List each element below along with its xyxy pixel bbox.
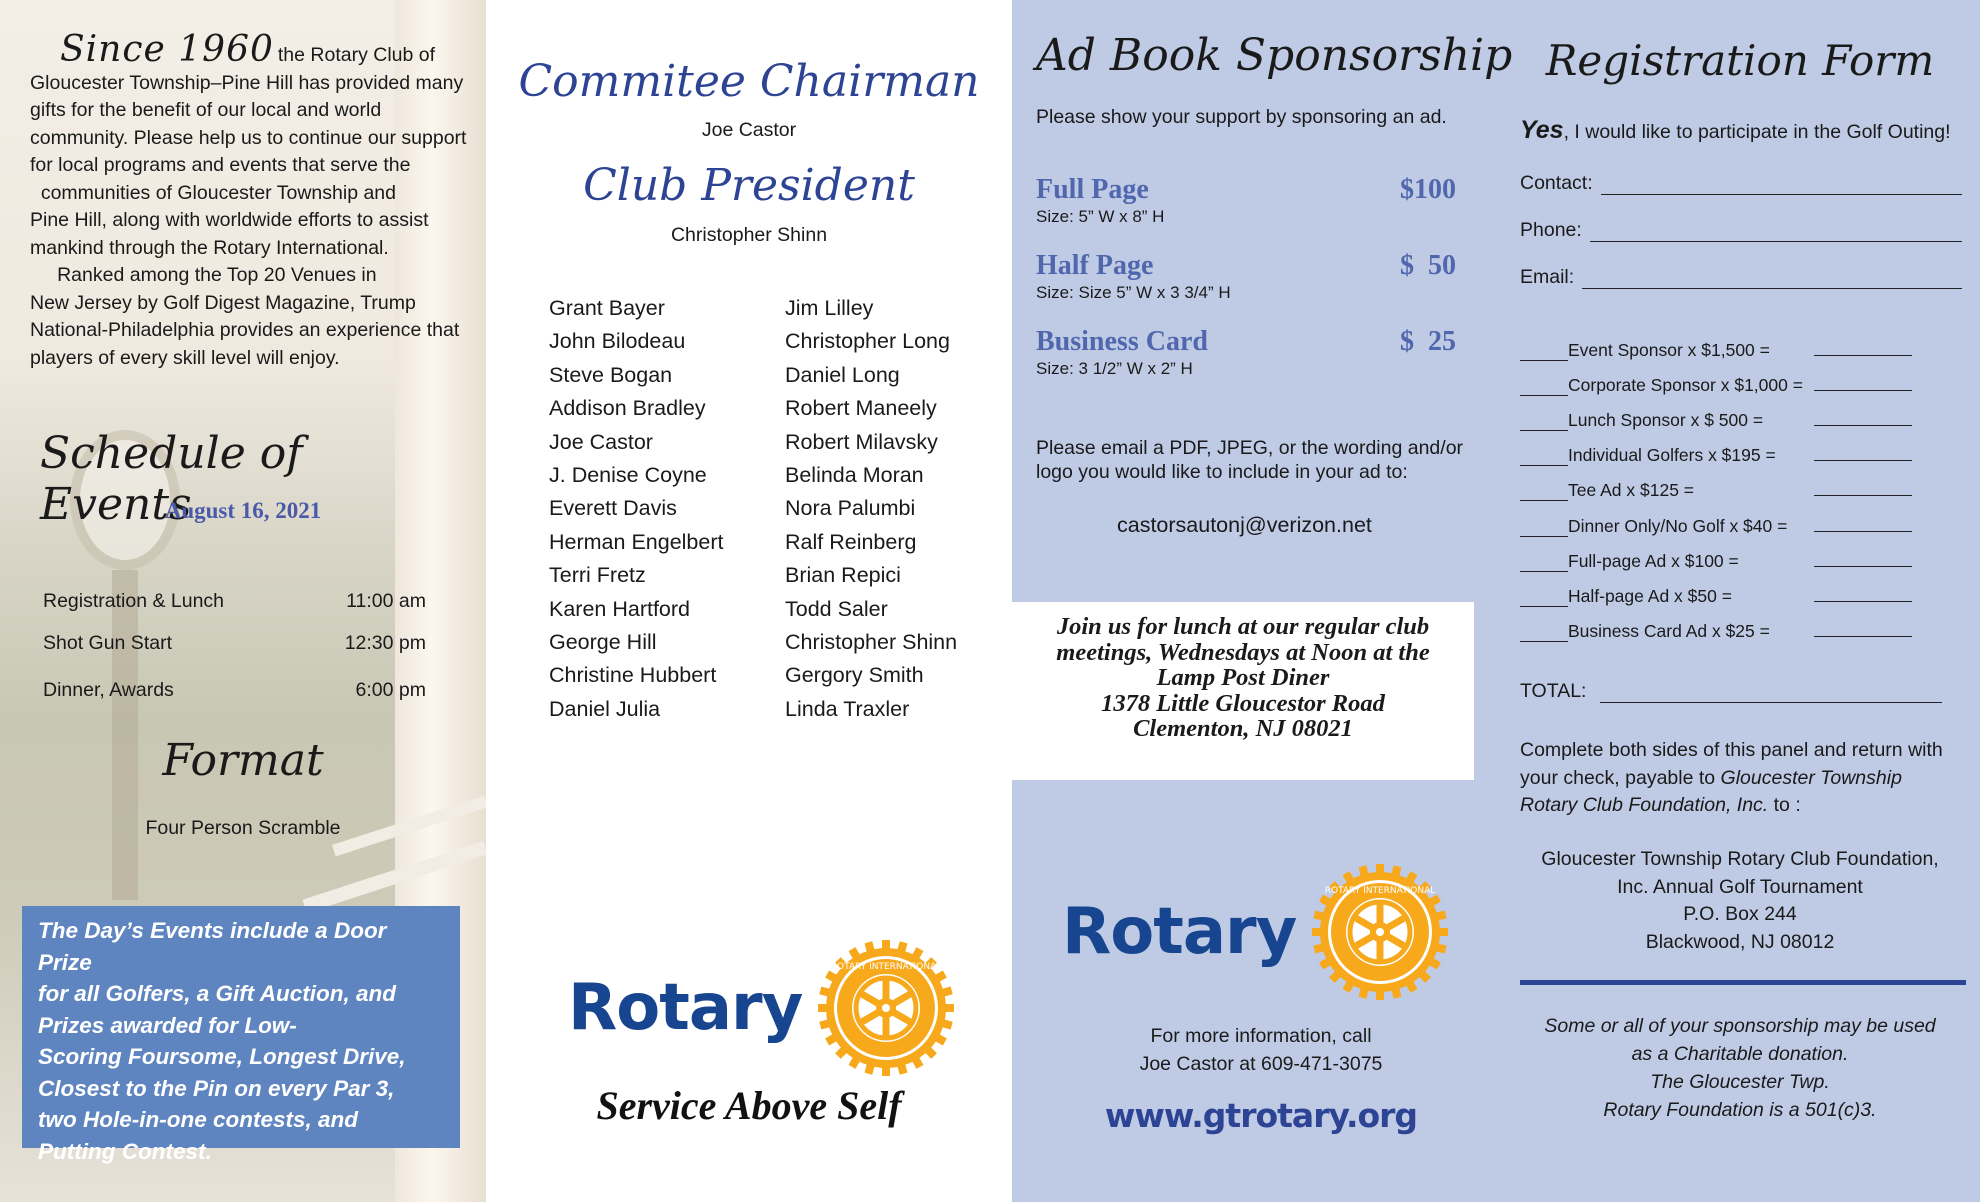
- registration-line[interactable]: [1520, 410, 1920, 431]
- rotary-wordmark: Rotary: [568, 971, 803, 1045]
- rotary-wheel-icon: [816, 938, 956, 1078]
- line-label: Full-page Ad x $100 =: [1568, 551, 1739, 571]
- registration-title: Registration Form: [1545, 36, 1935, 85]
- address-line: Gloucester Township Rotary Club Foundation,: [1541, 848, 1939, 870]
- intro-line: Pine Hill, along with worldwide efforts to assist: [30, 209, 429, 231]
- intro-line: New Jersey by Golf Digest Magazine, Trump: [30, 291, 416, 314]
- quantity-blank[interactable]: [1520, 591, 1568, 607]
- line-label: Half-page Ad x $50 =: [1568, 586, 1732, 606]
- intro-line: Ranked among the Top 20 Venues in: [30, 264, 377, 286]
- member-name: Christine Hubbert: [549, 663, 717, 688]
- member-name: Robert Maneely: [785, 396, 937, 421]
- phone-field[interactable]: [1520, 219, 1962, 242]
- field-line[interactable]: [1601, 177, 1962, 195]
- format-title: Format: [162, 735, 324, 786]
- ad-price: $100: [1400, 174, 1456, 205]
- president-name: Christopher Shinn: [670, 224, 828, 246]
- address-line: Inc. Annual Golf Tournament: [1617, 875, 1863, 898]
- schedule-title: Schedule of Events: [40, 428, 303, 530]
- intro-panel: [0, 0, 486, 1202]
- charitable-line: Some or all of your sponsorship may be used: [1544, 1015, 1936, 1037]
- charitable-note: [1520, 1012, 1960, 1124]
- member-name: Todd Saler: [785, 596, 888, 621]
- address-line: P.O. Box 244: [1683, 903, 1797, 925]
- member-name: Everett Davis: [549, 496, 677, 521]
- events-line: Closest to the Pin on every Par 3,: [38, 1075, 395, 1101]
- events-line: Scoring Foursome, Longest Drive,: [38, 1044, 406, 1069]
- registration-line[interactable]: [1520, 375, 1920, 396]
- ad-option: [1036, 250, 1456, 303]
- member-name: Jim Lilley: [785, 296, 874, 320]
- ad-name: Full Page: [1036, 174, 1149, 205]
- ad-size: Size: 5” W x 8” H: [1036, 207, 1165, 226]
- ad-email-link[interactable]: castorsautonj@verizon.net: [1117, 513, 1372, 537]
- chairman-name: Joe Castor: [701, 119, 797, 141]
- tagline: Service Above Self: [596, 1083, 902, 1128]
- intro-first-line: [30, 29, 470, 70]
- rotary-ring-text: ROTARY INTERNATIONAL: [1325, 886, 1436, 896]
- amount-blank[interactable]: [1814, 480, 1912, 496]
- members-left-column: [549, 292, 723, 726]
- ad-name: Business Card: [1036, 326, 1208, 357]
- events-line: Prizes awarded for Low-: [38, 1012, 297, 1038]
- line-label: Lunch Sponsor x $ 500 =: [1568, 410, 1764, 430]
- member-name: Daniel Julia: [549, 696, 661, 721]
- schedule-event: Shot Gun Start: [43, 632, 172, 654]
- registration-line[interactable]: [1520, 480, 1920, 501]
- intro-line: community. Please help us to continue our support: [30, 126, 467, 149]
- contact-field[interactable]: [1520, 172, 1962, 195]
- info-line: Joe Castor at 609-471-3075: [1139, 1053, 1383, 1075]
- registration-line[interactable]: [1520, 551, 1920, 572]
- member-name: Karen Hartford: [549, 596, 691, 621]
- intro-line: National-Philadelphia provides an experience that: [30, 319, 460, 341]
- line-label: Individual Golfers x $195 =: [1568, 445, 1776, 465]
- quantity-blank[interactable]: [1520, 415, 1568, 431]
- return-instructions: [1520, 737, 1960, 820]
- amount-blank[interactable]: [1814, 340, 1912, 356]
- address-line: Blackwood, NJ 08012: [1645, 930, 1835, 953]
- lunch-line: Join us for lunch at our regular club: [1056, 613, 1430, 640]
- ad-size: Size: 3 1/2” W x 2” H: [1036, 359, 1193, 378]
- member-name: Brian Repici: [785, 563, 901, 588]
- yes-label: Yes: [1520, 116, 1564, 144]
- charitable-line: The Gloucester Twp.: [1650, 1071, 1830, 1093]
- schedule-time: 6:00 pm: [355, 679, 426, 701]
- events-line: The Day’s Events include a Door Prize: [38, 918, 387, 975]
- field-label: Phone:: [1520, 219, 1582, 241]
- quantity-blank[interactable]: [1520, 345, 1568, 361]
- registration-line[interactable]: [1520, 621, 1920, 642]
- amount-blank[interactable]: [1814, 516, 1912, 532]
- intro-line: communities of Gloucester Township and: [30, 181, 396, 204]
- field-line[interactable]: [1582, 271, 1962, 289]
- registration-line[interactable]: [1520, 586, 1920, 607]
- member-name: Christopher Long: [785, 329, 950, 354]
- registration-line[interactable]: [1520, 516, 1920, 537]
- rotary-logo: [1062, 862, 1450, 1002]
- member-name: Belinda Moran: [785, 463, 924, 488]
- ad-option: [1036, 174, 1456, 227]
- member-name: Nora Palumbi: [785, 496, 916, 521]
- amount-blank[interactable]: [1814, 621, 1912, 637]
- complete-text: Complete both sides of this panel and return with your check, payable to: [1520, 739, 1943, 789]
- president-title: Club President: [583, 160, 915, 211]
- registration-yes: [1520, 116, 1951, 145]
- events-line: for all Golfers, a Gift Auction, and: [38, 981, 396, 1006]
- amount-blank[interactable]: [1814, 586, 1912, 602]
- registration-line[interactable]: [1520, 340, 1920, 361]
- member-name: Addison Bradley: [549, 396, 706, 421]
- ad-price: $ 25: [1400, 326, 1456, 357]
- quantity-blank[interactable]: [1520, 450, 1568, 466]
- member-name: Steve Bogan: [549, 362, 673, 387]
- schedule-date: August 16, 2021: [164, 498, 322, 523]
- events-line: two Hole-in-one contests, and: [38, 1107, 359, 1132]
- intro-line: players of every skill level will enjoy.: [30, 346, 340, 369]
- quantity-blank[interactable]: [1520, 626, 1568, 642]
- schedule-time: 11:00 am: [346, 590, 426, 612]
- ad-size: Size: Size 5” W x 3 3/4” H: [1036, 283, 1231, 302]
- member-name: Ralf Reinberg: [785, 529, 917, 554]
- events-line: Putting Contest.: [38, 1138, 212, 1164]
- total-label: TOTAL:: [1520, 680, 1587, 702]
- chairman-title: Commitee Chairman: [518, 56, 980, 107]
- field-label: Contact:: [1520, 172, 1593, 194]
- lunch-line: meetings, Wednesdays at Noon at the: [1056, 638, 1430, 666]
- lunch-line: 1378 Little Gloucestor Road: [1101, 689, 1385, 717]
- lunch-meeting-box: [1012, 602, 1474, 780]
- ad-intro: Please show your support by sponsoring an ad.: [1036, 106, 1447, 128]
- line-label: Business Card Ad x $25 =: [1568, 621, 1770, 641]
- mailing-address: [1520, 846, 1960, 956]
- member-name: John Bilodeau: [549, 329, 686, 354]
- ad-email-note: Please email a PDF, JPEG, or the wording and/or logo you would like to include in your ad to:: [1036, 437, 1464, 483]
- member-name: Gergory Smith: [785, 663, 924, 688]
- line-label: Event Sponsor x $1,500 =: [1568, 340, 1770, 360]
- yes-text: , I would like to participate in the Golf Outing!: [1563, 121, 1951, 143]
- quantity-blank[interactable]: [1520, 521, 1568, 537]
- intro-line: mankind through the Rotary International.: [30, 236, 389, 259]
- rotary-logo: [568, 938, 956, 1078]
- website-link[interactable]: www.gtrotary.org: [1104, 1096, 1418, 1135]
- schedule-event: Dinner, Awards: [43, 679, 174, 701]
- field-line[interactable]: [1590, 224, 1962, 242]
- intro-line: for local programs and events that serve the: [30, 154, 411, 176]
- intro-text-start: the Rotary Club of: [277, 44, 436, 66]
- charitable-line: as a Charitable donation.: [1631, 1043, 1849, 1065]
- divider: [1520, 980, 1966, 985]
- lunch-line: Clementon, NJ 08021: [1133, 715, 1353, 742]
- rotary-wheel-icon: [1310, 862, 1450, 1002]
- amount-blank[interactable]: [1814, 410, 1912, 426]
- line-label: Dinner Only/No Golf x $40 =: [1568, 516, 1788, 536]
- sponsorship-registration-panel: [1012, 0, 1980, 1202]
- member-name: Herman Engelbert: [549, 529, 724, 554]
- schedule-row: [43, 632, 426, 655]
- format-value: Four Person Scramble: [145, 817, 341, 839]
- line-label: Tee Ad x $125 =: [1568, 480, 1695, 500]
- member-name: Daniel Long: [785, 362, 900, 387]
- day-events-box: [22, 906, 460, 1164]
- quantity-blank[interactable]: [1520, 380, 1568, 396]
- member-name: Christopher Shinn: [785, 630, 958, 655]
- payee-name: Gloucester Township Rotary Club Foundation, Inc.: [1520, 766, 1902, 816]
- intro-line: gifts for the benefit of our local and world: [30, 99, 382, 121]
- charitable-line: Rotary Foundation is a 501(c)3.: [1603, 1099, 1877, 1121]
- intro-line: Gloucester Township–Pine Hill has provided many: [30, 71, 464, 94]
- member-name: Grant Bayer: [549, 296, 665, 320]
- member-name: Linda Traxler: [785, 696, 910, 721]
- amount-blank[interactable]: [1814, 445, 1912, 461]
- schedule-event: Registration & Lunch: [43, 590, 225, 612]
- quantity-blank[interactable]: [1520, 556, 1568, 572]
- lunch-line: Lamp Post Diner: [1156, 664, 1330, 691]
- schedule-row: [43, 679, 426, 702]
- member-name: Robert Milavsky: [785, 429, 938, 454]
- schedule-row: [43, 590, 426, 613]
- rotary-ring-text: ROTARY INTERNATIONAL: [831, 962, 942, 972]
- member-name: J. Denise Coyne: [549, 463, 707, 488]
- info-line: For more information, call: [1150, 1025, 1372, 1047]
- line-label: Corporate Sponsor x $1,000 =: [1568, 375, 1803, 395]
- quantity-blank[interactable]: [1520, 485, 1568, 501]
- amount-blank[interactable]: [1814, 551, 1912, 567]
- intro-text: [30, 29, 470, 372]
- ad-book-title: Ad Book Sponsorship: [1036, 30, 1513, 81]
- field-label: Email:: [1520, 266, 1575, 288]
- total-field[interactable]: [1520, 680, 1942, 703]
- member-name: Terri Fretz: [549, 563, 646, 588]
- registration-line[interactable]: [1520, 445, 1920, 466]
- amount-blank[interactable]: [1814, 375, 1912, 391]
- members-right-column: [785, 292, 957, 726]
- complete-text-end: to :: [1768, 794, 1801, 816]
- since-1960-heading: Since 1960: [60, 29, 274, 70]
- rotary-wordmark: Rotary: [1062, 895, 1297, 969]
- schedule-time: 12:30 pm: [344, 632, 426, 654]
- member-name: Joe Castor: [549, 429, 653, 454]
- email-field[interactable]: [1520, 266, 1962, 289]
- member-name: George Hill: [549, 630, 657, 655]
- ad-price: $ 50: [1400, 250, 1456, 281]
- total-line[interactable]: [1600, 685, 1942, 703]
- ad-name: Half Page: [1036, 250, 1154, 281]
- ad-option: [1036, 326, 1456, 379]
- committee-panel: [486, 0, 1012, 1202]
